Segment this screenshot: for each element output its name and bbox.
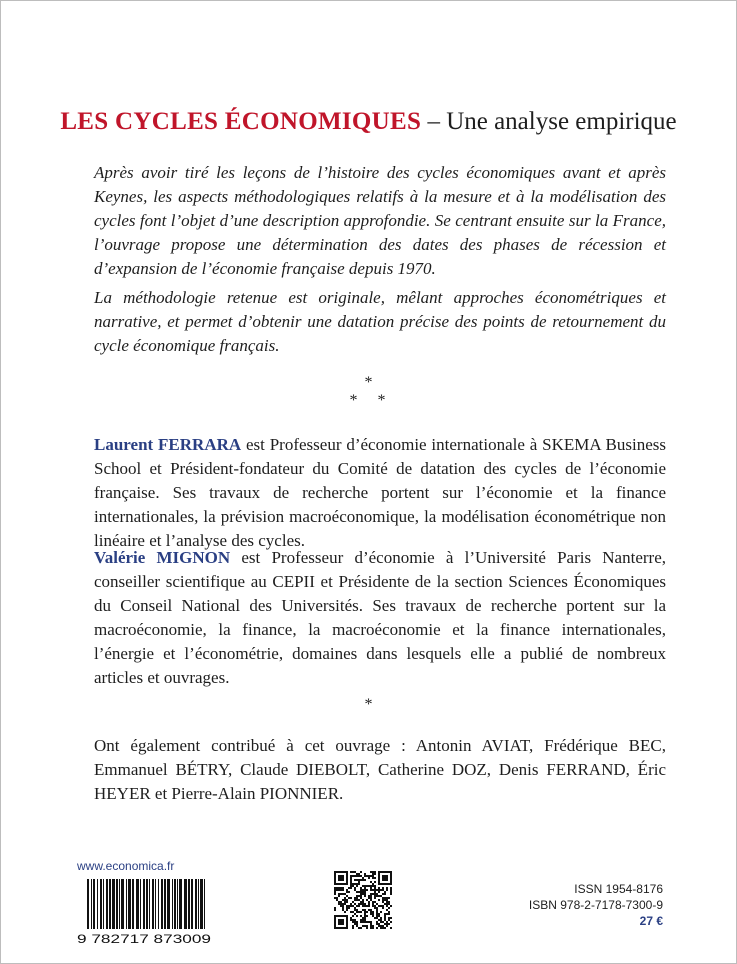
author-bio-mignon (94, 546, 666, 690)
contributors-paragraph: Ont également contribué à cet ouvrage : Antonin AVIAT, Frédérique BEC, Emmanuel BÉTRY, Claude DIEBOLT, Catherine DOZ, Denis FERRAND, Éric HEYER et Pierre-Alain PIONNIER. (94, 736, 666, 803)
price: 27 € (639, 914, 663, 928)
author-name: Valérie MIGNON (94, 548, 231, 567)
author-bio-ferrara (94, 433, 666, 553)
author-name: Laurent FERRARA (94, 435, 242, 454)
isbn: ISBN 978-2-7178-7300-9 (528, 898, 663, 912)
barcode-icon (77, 879, 211, 945)
separator-stars-pair (1, 393, 736, 409)
publication-info (529, 881, 663, 929)
separator-stars-text: * * (349, 392, 388, 409)
qr-code-icon[interactable] (332, 869, 394, 931)
title-subtitle: – Une analyse empirique (421, 108, 677, 135)
separator-star-top: * (364, 374, 373, 391)
author-bio-text: est Professeur d’économie à l’Université Paris Nanterre, conseiller scientifique au CEPII et Présidente de la section Sciences Économiques du Conseil National des Universités. Ses travaux de recherche portent sur la macroéconomie, la finance, la macroéconomie et la finance internationales, l’énergie et l’économétrie, domaines dans lesquels elle a publié de nombreux articles et ouvrages. (94, 548, 666, 687)
separator-star-bottom: * (364, 696, 373, 713)
author-bio-text: est Professeur d’économie internationale à SKEMA Business School et Président-fondateur du Comité de datation des cycles de l’économie française. Ses travaux de recherche portent sur l’économie et la finance internationales, la prévision macroéconomique, la modélisation économétrique non linéaire et l’analyse des cycles. (94, 435, 666, 550)
publisher-website[interactable]: www.economica.fr (77, 859, 175, 873)
title-main: LES CYCLES ÉCONOMIQUES (60, 108, 422, 135)
summary-paragraph-2: La méthodologie retenue est originale, mêlant approches économétriques et narrative, et permet d’obtenir une datation précise des points de retournement du cycle économique français. (94, 288, 666, 355)
book-title (1, 105, 736, 139)
issn: ISSN 1954-8176 (574, 882, 663, 896)
summary-paragraph-1: Après avoir tiré les leçons de l’histoire des cycles économiques avant et après Keynes, les aspects méthodologiques relatifs à la mesure et à la modélisation des cycles font l’objet d’une description approfondie. Se centrant ensuite sur la France, l’ouvrage propose une détermination des dates des phases de récession et d’expansion de l’économie française depuis 1970. (94, 163, 666, 278)
barcode-digits: 9 782717 873009 (77, 932, 211, 945)
